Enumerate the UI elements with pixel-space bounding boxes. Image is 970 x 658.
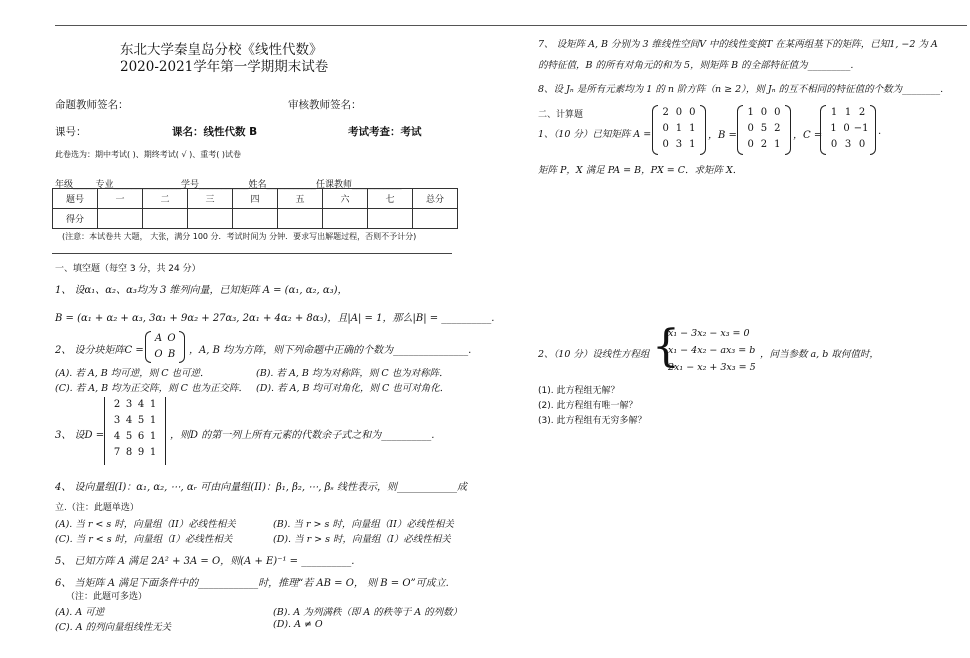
matrix-entry: 3 bbox=[844, 139, 852, 150]
calc2-q2: (2). 此方程组有唯一解？ bbox=[538, 401, 638, 411]
calc1-prefix: 1、（10 分）已知矩阵 A = bbox=[538, 129, 652, 140]
q6-option-a: (A). A 可逆 bbox=[55, 607, 105, 618]
bracket-left bbox=[652, 105, 658, 155]
score-table-header-row bbox=[53, 189, 458, 209]
q6-option-c: (C). A 的列向量组线性无关 bbox=[55, 622, 172, 633]
student-info-line: 年级_____专业_______________学号___________姓名___________任课教师___________ bbox=[55, 180, 402, 190]
exam-note: (注意：本试卷共 大题， 大张，满分 100 分．考试时间为 分钟．要求写出解题过程，否则不予计分) bbox=[62, 232, 417, 241]
course-number: 课号： bbox=[55, 126, 87, 138]
q2-option-b: (B). 若 A, B 均为对称阵，则 C 也为对称阵． bbox=[256, 368, 449, 379]
table-cell: 二 bbox=[143, 189, 188, 209]
q4-line2: 立.（注：此题单选） bbox=[55, 503, 139, 513]
matrix-entry: 0 bbox=[747, 139, 754, 150]
q6-option-b: (B). A 为列满秩（即 A 的秩等于 A 的列数） bbox=[273, 607, 463, 618]
score-table-score-row bbox=[53, 209, 458, 229]
matrix-entry: 1 bbox=[844, 107, 852, 118]
bracket-right bbox=[179, 331, 185, 363]
matrix-entry: 8 bbox=[125, 447, 133, 458]
q5: 5、 已知方阵 A 满足 2A² + 3A = O，则(A + E)⁻¹ = __________. bbox=[55, 556, 355, 567]
matrix-entry: 1 bbox=[747, 107, 754, 118]
score-cell[interactable] bbox=[278, 209, 323, 229]
exam-title-line2: 2020-2021学年第一学期期末试卷 bbox=[120, 59, 329, 75]
matrix-entry: 5 bbox=[137, 415, 145, 426]
q4-option-c: (C). 当 r < s 时，向量组（I）必线性相关 bbox=[55, 534, 233, 545]
q4-option-d: (D). 当 r > s 时，向量组（I）必线性相关 bbox=[273, 534, 451, 545]
table-cell: 一 bbox=[98, 189, 143, 209]
matrix-entry: 2 bbox=[858, 107, 866, 118]
matrix-a bbox=[652, 105, 706, 155]
top-rule bbox=[55, 25, 967, 26]
exam-type: 考试考查：考试 bbox=[348, 126, 422, 138]
matrix-entry: 4 bbox=[125, 415, 133, 426]
calc2-q3: (3). 此方程组有无穷多解？ bbox=[538, 416, 647, 426]
matrix-entry: 2 bbox=[760, 139, 768, 150]
calc1-period: . bbox=[878, 126, 882, 137]
matrix-entry: 0 bbox=[760, 107, 768, 118]
matrix-entry: 0 bbox=[675, 107, 683, 118]
calc2-suffix: ，问当参数 a, b 取何值时， bbox=[760, 349, 879, 360]
q2-option-a: (A). 若 A, B 均可逆，则 C 也可逆． bbox=[55, 368, 210, 379]
matrix-entry: O bbox=[154, 349, 163, 360]
matrix-entry: 0 bbox=[689, 107, 696, 118]
matrix-entry: 5 bbox=[125, 431, 133, 442]
matrix-entry: 6 bbox=[137, 431, 145, 442]
bracket-left bbox=[820, 105, 826, 155]
table-cell: 题号 bbox=[53, 189, 98, 209]
matrix-entry: 7 bbox=[113, 447, 121, 458]
bar-left bbox=[104, 397, 110, 465]
left-brace: { bbox=[652, 321, 680, 372]
score-cell[interactable] bbox=[413, 209, 458, 229]
q6-line2: （注：此题可多选） bbox=[66, 592, 148, 602]
table-cell: 三 bbox=[188, 189, 233, 209]
q3-prefix: 3、 设D = bbox=[55, 430, 105, 441]
score-cell[interactable] bbox=[188, 209, 233, 229]
bar-right bbox=[160, 397, 166, 465]
matrix-entry: −1 bbox=[853, 123, 869, 134]
matrix-entry: 1 bbox=[675, 123, 683, 134]
q6-option-d: (D). A ≠ O bbox=[273, 619, 323, 630]
exam-selection: 此卷选为：期中考试( )、期终考试( √ )、重考( )试卷 bbox=[55, 150, 241, 159]
matrix-entry: 0 bbox=[858, 139, 866, 150]
matrix-entry: 1 bbox=[830, 123, 837, 134]
matrix-entry: 2 bbox=[113, 399, 121, 410]
score-table bbox=[52, 188, 458, 229]
table-cell: 总分 bbox=[413, 189, 458, 209]
q2-suffix: ，A, B 均为方阵，则下列命题中正确的个数为_______________. bbox=[189, 345, 472, 356]
q1-line1: 1、 设α₁、α₂、α₃均为 3 维列向量，已知矩阵 A = (α₁, α₂, α₃)， bbox=[55, 285, 348, 296]
q1-line2: B = (α₁ + α₂ + α₃, 3α₁ + 9α₂ + 27α₃, 2α₁ + 4α₂ + 8α₃)，且|A| = 1，那么|B| = __________. bbox=[55, 313, 495, 324]
matrix-entry: 0 bbox=[830, 139, 838, 150]
bracket-right bbox=[785, 105, 791, 155]
bracket-left bbox=[737, 105, 743, 155]
matrix-entry: 1 bbox=[830, 107, 838, 118]
matrix-entry: 4 bbox=[137, 399, 145, 410]
q2-prefix: 2、 设分块矩阵C = bbox=[55, 345, 144, 356]
bracket-left bbox=[145, 331, 151, 363]
matrix-entry: 1 bbox=[689, 139, 696, 150]
matrix-entry: 1 bbox=[149, 447, 157, 458]
score-cell[interactable] bbox=[368, 209, 413, 229]
proposer-signature: 命题教师签名： bbox=[55, 99, 129, 111]
matrix-entry: 0 bbox=[662, 139, 669, 150]
table-cell: 七 bbox=[368, 189, 413, 209]
matrix-entry: B bbox=[167, 349, 176, 360]
table-cell: 得分 bbox=[53, 209, 98, 229]
matrix-entry: O bbox=[167, 333, 176, 344]
matrix-entry: 0 bbox=[774, 107, 781, 118]
q2-block-matrix bbox=[145, 331, 185, 363]
matrix-entry: 1 bbox=[774, 139, 781, 150]
divider bbox=[52, 253, 452, 254]
table-cell: 四 bbox=[233, 189, 278, 209]
matrix-entry: 4 bbox=[113, 431, 121, 442]
matrix-entry: 1 bbox=[149, 399, 157, 410]
q2-option-c: (C). 若 A, B 均为正交阵，则 C 也为正交阵． bbox=[55, 383, 248, 394]
q4-option-b: (B). 当 r > s 时，向量组（II）必线性相关 bbox=[273, 519, 454, 530]
table-cell: 五 bbox=[278, 189, 323, 209]
matrix-entry: 3 bbox=[125, 399, 133, 410]
matrix-entry: 0 bbox=[747, 123, 754, 134]
q4-option-a: (A). 当 r < s 时，向量组（II）必线性相关 bbox=[55, 519, 236, 530]
q7-line2: 的特征值，B 的所有对角元的和为 5，则矩阵 B 的全部特征值为_________. bbox=[538, 60, 854, 71]
score-cell[interactable] bbox=[143, 209, 188, 229]
matrix-entry: 2 bbox=[774, 123, 781, 134]
matrix-entry: 5 bbox=[760, 123, 768, 134]
q7-line1: 7、 设矩阵 A, B 分别为 3 维线性空间V 中的线性变换T 在某两组基下的矩阵，已知1, −2 为 A bbox=[538, 39, 938, 50]
q6-line1: 6、 当矩阵 A 满足下面条件中的____________时，推理“若 AB = O， 则 B = O”可成立. bbox=[55, 578, 449, 589]
matrix-entry: A bbox=[154, 333, 163, 344]
matrix-b-label: ，B = bbox=[708, 130, 737, 141]
q4-line1: 4、 设向量组(I)：α₁, α₂, ⋯, αᵣ 可由向量组(II)：β₁, β₂, ⋯, βₛ 线性表示，则____________成 bbox=[55, 482, 467, 493]
score-cell[interactable] bbox=[233, 209, 278, 229]
matrix-entry: 0 bbox=[662, 123, 669, 134]
exam-title-line1: 东北大学秦皇岛分校《线性代数》 bbox=[120, 42, 323, 58]
equation-3: 2x₁ − x₂ + 3x₃ = 5 bbox=[668, 362, 756, 373]
q3-determinant bbox=[104, 397, 166, 465]
matrix-entry: 1 bbox=[149, 431, 157, 442]
matrix-entry: 0 bbox=[843, 123, 850, 134]
bracket-right bbox=[870, 105, 876, 155]
matrix-entry: 1 bbox=[689, 123, 696, 134]
matrix-entry: 3 bbox=[675, 139, 683, 150]
matrix-entry: 2 bbox=[662, 107, 669, 118]
table-cell: 六 bbox=[323, 189, 368, 209]
calc2-q1: (1). 此方程组无解？ bbox=[538, 386, 620, 396]
matrix-entry: 1 bbox=[149, 415, 157, 426]
matrix-b bbox=[737, 105, 791, 155]
equation-1: x₁ − 3x₂ − x₃ = 0 bbox=[668, 328, 750, 339]
equation-2: x₁ − 4x₂ − ax₃ = b bbox=[668, 345, 756, 356]
matrix-c bbox=[820, 105, 876, 155]
bracket-right bbox=[700, 105, 706, 155]
matrix-entry: 9 bbox=[137, 447, 145, 458]
calc2-prefix: 2、（10 分）设线性方程组 bbox=[538, 349, 650, 360]
score-cell[interactable] bbox=[98, 209, 143, 229]
q2-option-d: (D). 若 A, B 均可对角化，则 C 也可对角化． bbox=[256, 383, 450, 394]
q3-suffix: ，则D 的第一列上所有元素的代数余子式之和为__________. bbox=[170, 430, 435, 441]
calc1-line2: 矩阵 P，X 满足 PA = B，PX = C．求矩阵 X． bbox=[538, 165, 743, 176]
score-cell[interactable] bbox=[323, 209, 368, 229]
course-name: 课名：线性代数 B bbox=[172, 126, 258, 138]
matrix-c-label: ，C = bbox=[793, 130, 823, 141]
reviewer-signature: 审核教师签名： bbox=[288, 99, 362, 111]
section2-heading: 二、计算题 bbox=[538, 110, 584, 120]
section1-heading: 一、填空题（每空 3 分，共 24 分） bbox=[55, 264, 201, 274]
q8: 8、设 Jₙ 是所有元素均为 1 的 n 阶方阵（n ≥ 2），则 Jₙ 的互不相同的特征值的个数为________. bbox=[538, 84, 944, 95]
matrix-entry: 3 bbox=[113, 415, 121, 426]
